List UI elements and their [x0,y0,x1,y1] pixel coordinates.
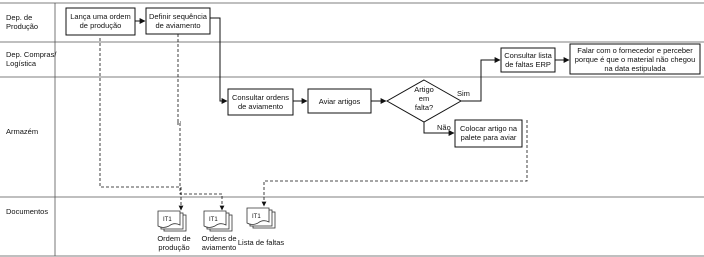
document-label: produção [158,243,190,252]
decision-yes-label: Sim [457,89,470,98]
document-icon [247,208,275,228]
document-label: aviamento [201,243,237,252]
process-falar-fornecedor [570,44,700,74]
box-text: Consultar lista [504,51,552,60]
process-consultar-ordens [228,89,293,115]
lane-label-line: Dep. Compras/ [6,50,57,59]
lane-label-armazem [6,127,38,136]
lane-separators [0,3,704,256]
box-text: Falar com o fornecedor e perceber [577,46,693,55]
lane-label-producao [6,13,38,31]
lane-label-line: Logística [6,59,37,68]
document-icon [158,211,186,231]
lane-label-documentos [6,207,48,216]
document-tag: IT1 [163,217,172,223]
process-consultar-lista [501,48,555,72]
document-tag: IT1 [209,217,218,223]
decision-text: em [418,94,430,103]
lane-label-line: Dep. de [6,13,33,22]
box-text: de aviamento [237,102,284,111]
lane-label-compras [6,50,57,68]
process-colocar-artigo [455,120,522,147]
decision-text: Artigo [414,85,434,94]
document-label: Ordem de [157,234,191,243]
document-ordem-producao [157,211,190,252]
process-definir-sequencia [146,8,210,34]
box-text: de produção [79,21,122,30]
lane-label-line: Armazém [6,127,39,136]
box-text: palete para aviar [460,133,517,142]
lane-label-line: Documentos [6,207,49,216]
document-lista-faltas [238,208,285,247]
box-text: de aviamento [155,21,201,30]
document-label: Ordens de [201,234,237,243]
process-lanca-ordem [66,8,135,35]
box-text: Lança uma ordem [70,12,131,21]
box-text: na data estipulada [604,64,666,73]
flow-arrows [135,18,569,133]
box-text: Consultar ordens [231,93,290,102]
document-tag: IT1 [252,214,261,220]
process-aviar-artigos [308,89,371,113]
document-ordens-aviamento [201,211,236,252]
box-text: Definir sequência [149,12,207,21]
decision-text: falta? [414,103,434,112]
lane-label-line: Produção [6,22,39,31]
document-icon [204,211,232,231]
box-text: porque é que o material não chegou [574,55,696,64]
box-text: de faltas ERP [505,60,551,69]
document-label: Lista de faltas [237,238,285,247]
box-text: Aviar artigos [318,97,361,106]
decision-no-label: Não [437,123,451,132]
decision-artigo-em-falta [387,80,461,122]
box-text: Colocar artigo na [459,124,518,133]
